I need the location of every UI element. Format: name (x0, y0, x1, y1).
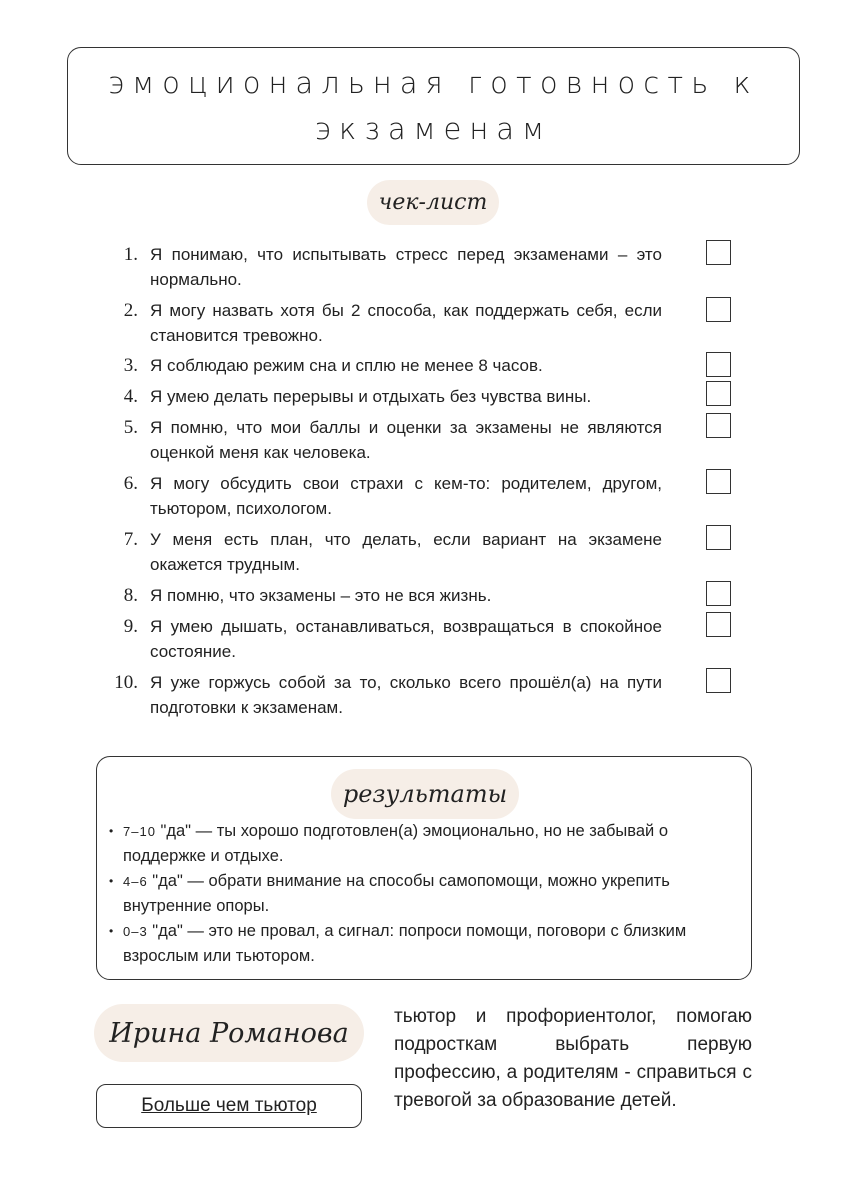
checklist-item (110, 670, 662, 720)
checklist-item (110, 384, 662, 409)
author-name: Ирина Романова (94, 1004, 364, 1062)
item-number: 4. (123, 386, 138, 407)
item-number: 7. (123, 529, 138, 550)
author-link-button[interactable] (96, 1084, 362, 1128)
checklist-item (110, 415, 662, 465)
item-number: 5. (123, 417, 138, 438)
result-item (109, 869, 749, 919)
checkbox[interactable] (706, 525, 731, 550)
item-text: Я умею делать перерывы и отдыхать без чувства вины. (150, 387, 592, 406)
checkbox[interactable] (706, 240, 731, 265)
item-text: Я могу назвать хотя бы 2 способа, как поддержать себя, если становится тревожно. (150, 301, 662, 345)
result-text: "да" — обрати внимание на способы самопомощи, можно укрепить внутренние опоры. (123, 872, 670, 915)
result-text: "да" — ты хорошо подготовлен(а) эмоционально, но не забывай о поддержке и отдыхе. (123, 822, 669, 865)
item-number: 10. (114, 672, 138, 693)
result-range: 7–10 (123, 824, 156, 839)
item-text: Я понимаю, что испытывать стресс перед экзаменами – это нормально. (150, 245, 662, 289)
checklist-item (110, 242, 662, 292)
checkbox[interactable] (706, 413, 731, 438)
item-number: 8. (123, 585, 138, 606)
item-text: Я уже горжусь собой за то, сколько всего прошёл(а) на пути подготовки к экзаменам. (150, 673, 662, 717)
checkbox[interactable] (706, 612, 731, 637)
checkbox[interactable] (706, 469, 731, 494)
item-text: Я могу обсудить свои страхи с кем-то: родителем, другом, тьютором, психологом. (150, 474, 662, 518)
item-number: 2. (123, 300, 138, 321)
checklist-item (110, 527, 662, 577)
checkbox[interactable] (706, 581, 731, 606)
item-text: Я помню, что мои баллы и оценки за экзамены не являются оценкой меня как человека. (150, 418, 662, 462)
checklist-item (110, 471, 662, 521)
checkbox[interactable] (706, 297, 731, 322)
item-number: 6. (123, 473, 138, 494)
checkbox[interactable] (706, 352, 731, 377)
author-link[interactable]: Больше чем тьютор (141, 1095, 317, 1116)
results-box (96, 756, 752, 980)
title-box (67, 47, 800, 165)
result-item (109, 819, 749, 869)
results-label: результаты (331, 769, 519, 819)
item-text: Я помню, что экзамены – это не вся жизнь. (150, 586, 492, 605)
checkbox[interactable] (706, 381, 731, 406)
checklist-label: чек-лист (367, 180, 499, 225)
page-title: эмоциональная готовность к экзаменам (108, 66, 759, 146)
checklist-item (110, 298, 662, 348)
checklist-item (110, 614, 662, 664)
item-text: Я умею дышать, останавливаться, возвращаться в спокойное состояние. (150, 617, 662, 661)
result-text: "да" — это не провал, а сигнал: попроси помощи, поговори с близким взрослым или тьютором. (123, 922, 687, 965)
author-bio: тьютор и профориентолог, помогаю подросткам выбрать первую профессию, а родителям - справиться с тревогой за образование детей. (394, 1006, 752, 1111)
result-item (109, 919, 749, 969)
item-number: 3. (123, 355, 138, 376)
result-range: 4–6 (123, 874, 148, 889)
results-list (109, 819, 749, 969)
item-number: 9. (123, 616, 138, 637)
result-range: 0–3 (123, 924, 148, 939)
item-text: Я соблюдаю режим сна и сплю не менее 8 часов. (150, 356, 543, 375)
checkbox[interactable] (706, 668, 731, 693)
item-number: 1. (123, 244, 138, 265)
checklist-item (110, 583, 662, 608)
checklist-item (110, 353, 662, 378)
item-text: У меня есть план, что делать, если вариант на экзамене окажется трудным. (150, 530, 662, 574)
